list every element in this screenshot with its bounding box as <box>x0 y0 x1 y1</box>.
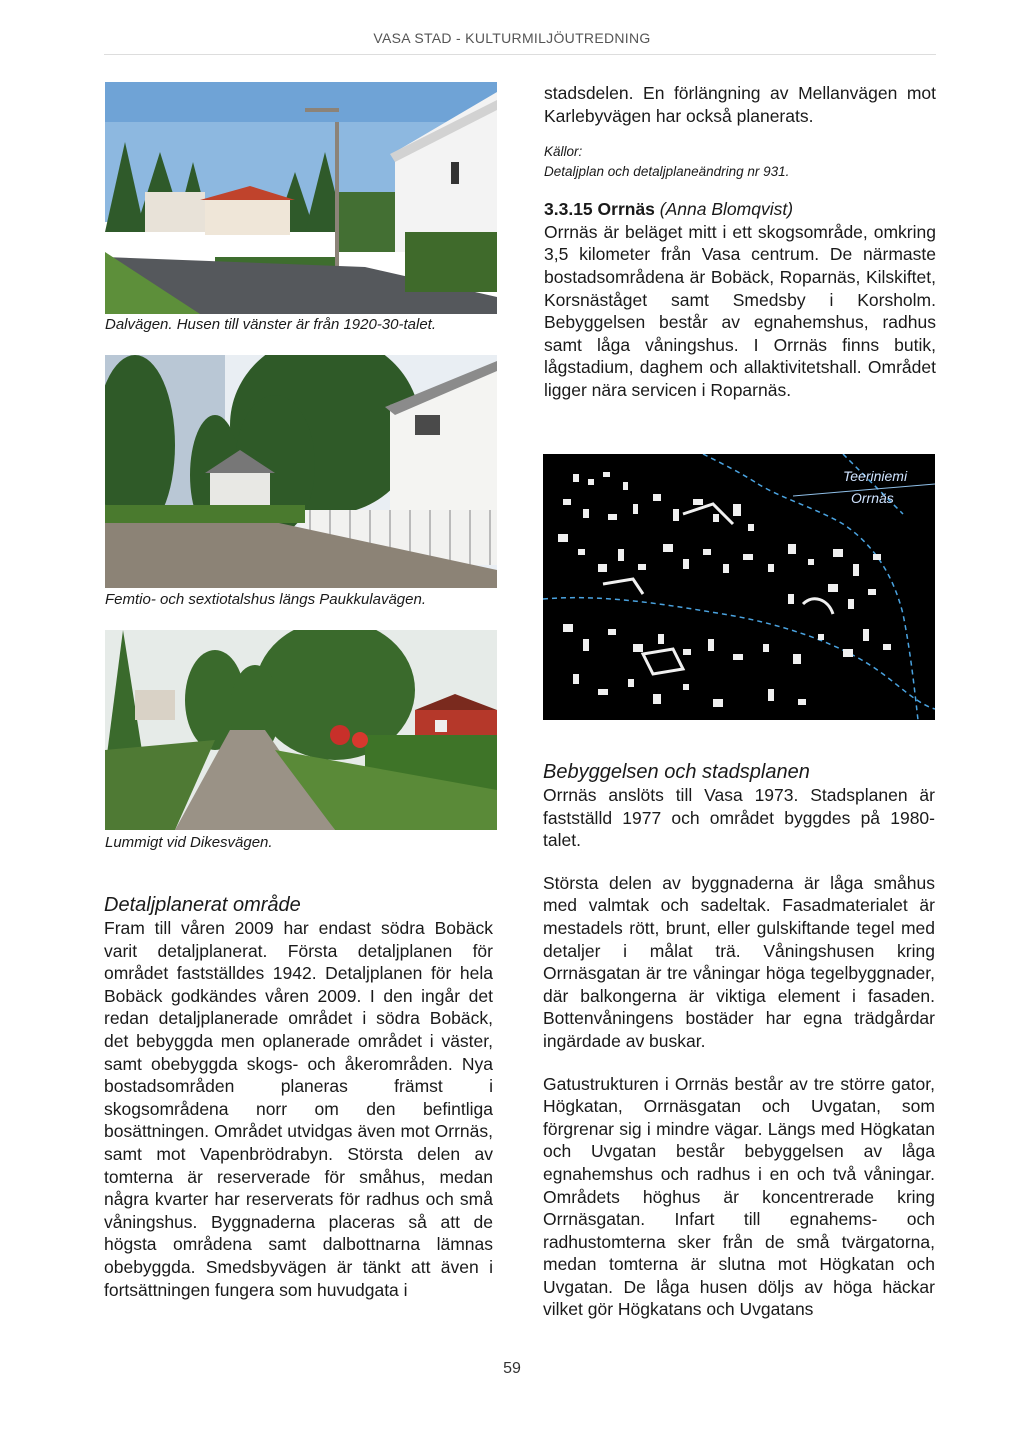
section-author: (Anna Blomqvist) <box>659 199 794 220</box>
sources-text: Detaljplan och detaljplaneändring nr 931. <box>544 164 790 180</box>
section-heading: Detaljplanerat område <box>104 894 301 916</box>
sources-label: Källor: <box>544 144 583 160</box>
photo-caption: Femtio- och sextiotalshus längs Paukkulavägen. <box>105 591 427 608</box>
page-number: 59 <box>503 1360 521 1377</box>
header-divider <box>104 54 936 55</box>
body-paragraph: Största delen av byggnaderna är låga småhus med valmtak och sadeltak. Fasadmaterialet är mestadels rött, brunt, eller gulskiftande tegel med detaljer i målat trä. Våningshusen kring Orrnäsgatan är tre våningar höga tegelbyggnader, där balkongerna är viktiga element i fasaden. Bottenvåningens bostäder har egna trädgårdar ingärdade av buskar. <box>543 872 935 1051</box>
left-column <box>104 893 493 1301</box>
map-label-orrnas: Orrnäs <box>851 490 894 506</box>
orrnas-map <box>543 454 935 720</box>
section-number: 3.3.15 Orrnäs <box>544 199 655 220</box>
map-label-teeriniemi: Teeriniemi <box>843 468 908 484</box>
section-title <box>544 198 936 221</box>
body-paragraph: stadsdelen. En förlängning av Mellanvägen mot Karlebyvägen har också planerats. <box>544 83 936 126</box>
photo-dalvagen <box>105 82 497 314</box>
photo-caption: Lummigt vid Dikesvägen. <box>105 834 273 851</box>
photo-paukkulavagen <box>105 355 497 588</box>
body-paragraph: Orrnäs är beläget mitt i ett skogsområde, omkring 3,5 kilometer från Vasa centrum. De närmaste bostadsområdena är Bobäck, Roparnäs, Kilskiftet, Korsnäståget samt Smedsby i Korsholm. Bebyggelsen består av egnahemshus, radhus samt låga våningshus. I Orrnäs finns butik, lågstadium, daghem och allaktivitetshall. Området ligger nära servicen i Roparnäs. <box>544 221 936 400</box>
page-header: VASA STAD - KULTURMILJÖUTREDNING <box>373 30 651 46</box>
body-paragraph: Orrnäs anslöts till Vasa 1973. Stadsplanen är fastställd 1977 och området byggdes på 1980-talet. <box>543 785 935 851</box>
section-heading: Bebyggelsen och stadsplanen <box>543 761 810 783</box>
body-paragraph: Gatustrukturen i Orrnäs består av tre större gator, Högkatan, Orrnäsgatan och Uvgatan, som förgrenar sig i mindre vägar. Längs med Högkatan och Uvgatan består bebyggelsen av låga egnahemshus och radhus i en och två våningar. Områdets höghus är koncentrerade kring Orrnäsgatan. Infart till egnahems- och radhustomterna sker från de små tvärgatorna, medan tomterna är slutna mot Högkatan och Uvgatan. De låga husen döljs av höga häckar vilket gör Högkatans och Uvgatans <box>543 1073 935 1320</box>
photo-caption: Dalvägen. Husen till vänster är från 1920-30-talet. <box>105 316 437 333</box>
photo-dikesvagen <box>105 630 497 830</box>
right-column-top <box>544 82 936 402</box>
right-column-bottom <box>543 760 935 1321</box>
body-paragraph: Fram till våren 2009 har endast södra Bobäck varit detaljplanerat. Första detaljplanen för området fastställdes 1942. Detaljplanen för hela Bobäck godkändes våren 2009. I den ingår det redan detaljplanerade området i södra Bobäck, det bebyggda men oplanerade området i väster, samt obebyggda skogs- och åkerområden. Nya bostadsområden planeras främst i skogsområdena norr om den befintliga bosättningen. Området utvidgas även mot Orrnäs, samt mot Vapenbrödrabyn. Största delen av tomterna är reserverade för småhus, medan några kvarter har reserverats för radhus och små våningshus. Byggnaderna placeras så att de högsta områdena samt dalbottnarna lämnas obebyggda. Smedsbyvägen är tänkt att även i fortsättningen fungera som huvudgata i <box>104 918 493 1300</box>
